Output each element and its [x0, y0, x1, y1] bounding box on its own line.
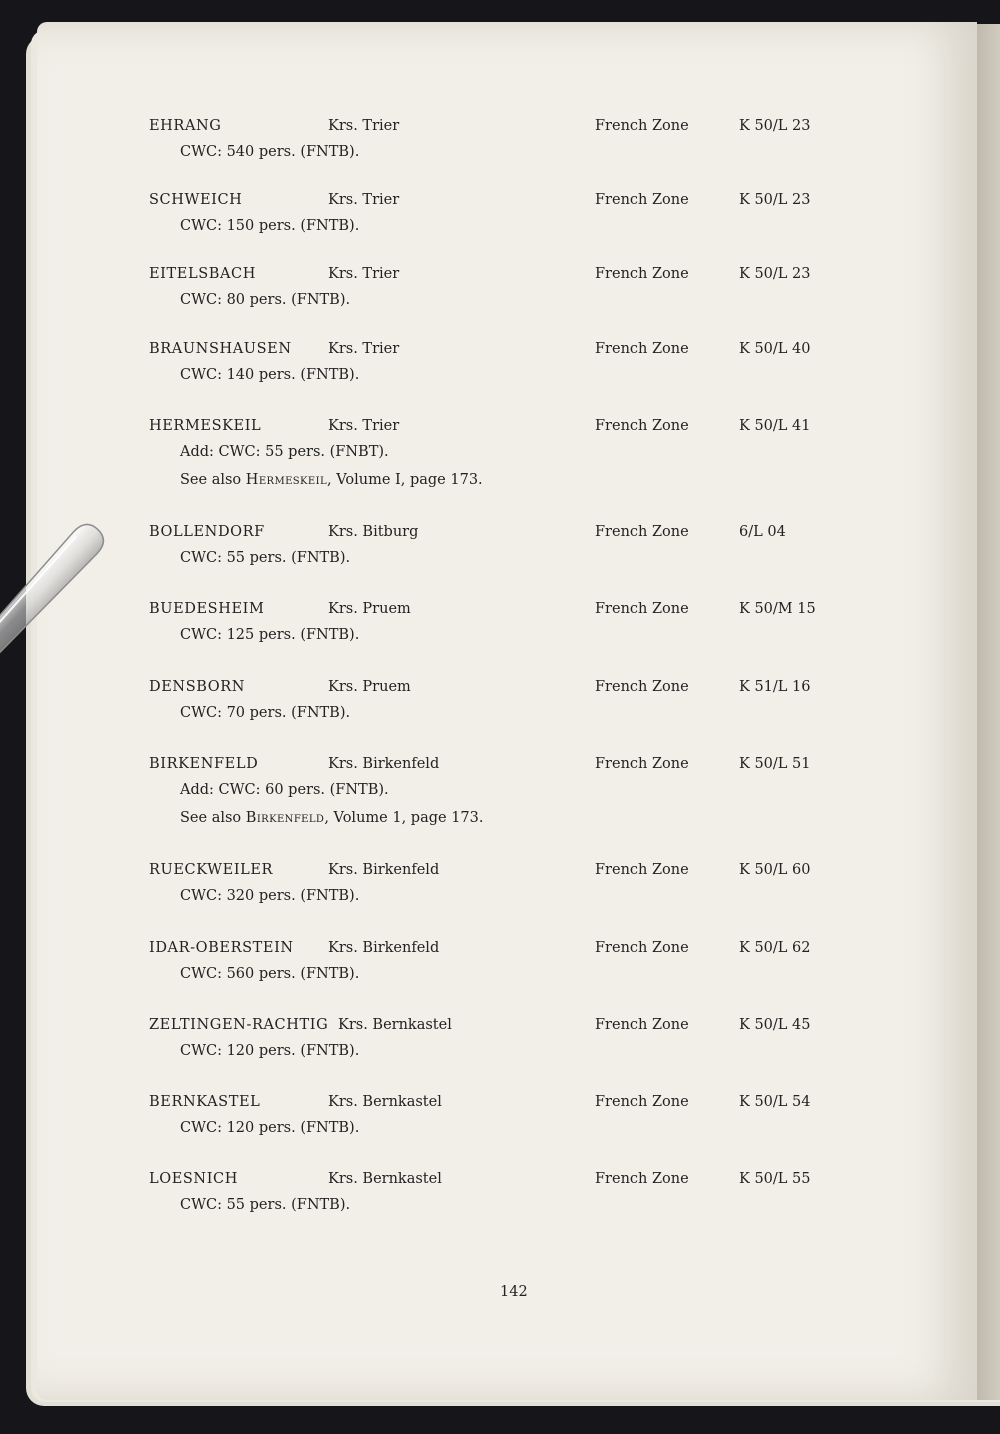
entry-detail: CWC: 560 pers. (FNTB).	[180, 966, 360, 982]
place-name: DENSBORN	[149, 679, 246, 695]
grid-reference: K 50/L 23	[739, 192, 811, 208]
grid-reference: K 50/L 40	[739, 341, 811, 357]
zone-name: French Zone	[595, 940, 689, 956]
district-name: Krs. Bernkastel	[328, 1171, 442, 1187]
grid-reference: 6/L 04	[739, 524, 786, 540]
entry-detail: CWC: 55 pers. (FNTB).	[180, 1197, 351, 1213]
zone-name: French Zone	[595, 1171, 689, 1187]
place-name: BERNKASTEL	[149, 1094, 261, 1110]
cross-reference-prefix: See also	[180, 810, 246, 826]
place-name: BRAUNSHAUSEN	[149, 341, 292, 357]
zone-name: French Zone	[595, 118, 689, 134]
place-name: BUEDESHEIM	[149, 601, 265, 617]
district-name: Krs. Pruem	[328, 679, 411, 695]
entry-detail: CWC: 80 pers. (FNTB).	[180, 292, 351, 308]
district-name: Krs. Bitburg	[328, 524, 419, 540]
place-name: HERMESKEIL	[149, 418, 262, 434]
district-name: Krs. Bernkastel	[338, 1017, 452, 1033]
district-name: Krs. Trier	[328, 266, 400, 282]
zone-name: French Zone	[595, 418, 689, 434]
grid-reference: K 50/M 15	[739, 601, 816, 617]
list-item	[0, 756, 1000, 856]
zone-name: French Zone	[595, 266, 689, 282]
cross-reference-suffix: , Volume 1, page 173.	[324, 810, 484, 826]
district-name: Krs. Birkenfeld	[328, 756, 440, 772]
zone-name: French Zone	[595, 1094, 689, 1110]
entry-detail: CWC: 150 pers. (FNTB).	[180, 218, 360, 234]
entry-detail: Add: CWC: 55 pers. (FNBT).	[180, 444, 389, 460]
place-name: EITELSBACH	[149, 266, 256, 282]
district-name: Krs. Trier	[328, 418, 400, 434]
cross-reference-place: Birkenfeld	[245, 810, 325, 826]
place-name: EHRANG	[149, 118, 222, 134]
district-name: Krs. Birkenfeld	[328, 940, 440, 956]
grid-reference: K 50/L 23	[739, 266, 811, 282]
place-name: BOLLENDORF	[149, 524, 265, 540]
list-item	[0, 418, 1000, 518]
place-name: SCHWEICH	[149, 192, 243, 208]
entry-detail: CWC: 320 pers. (FNTB).	[180, 888, 360, 904]
place-name: RUECKWEILER	[149, 862, 274, 878]
district-name: Krs. Birkenfeld	[328, 862, 440, 878]
district-name: Krs. Trier	[328, 192, 400, 208]
place-name: ZELTINGEN-RACHTIG	[149, 1017, 329, 1033]
entry-detail: CWC: 540 pers. (FNTB).	[180, 144, 360, 160]
grid-reference: K 50/L 60	[739, 862, 811, 878]
entry-detail: CWC: 70 pers. (FNTB).	[180, 705, 351, 721]
cross-reference	[180, 472, 483, 488]
entry-detail: CWC: 55 pers. (FNTB).	[180, 550, 351, 566]
entry-detail: Add: CWC: 60 pers. (FNTB).	[180, 782, 389, 798]
grid-reference: K 50/L 45	[739, 1017, 811, 1033]
grid-reference: K 51/L 16	[739, 679, 811, 695]
zone-name: French Zone	[595, 524, 689, 540]
district-name: Krs. Pruem	[328, 601, 411, 617]
grid-reference: K 50/L 41	[739, 418, 811, 434]
grid-reference: K 50/L 23	[739, 118, 811, 134]
district-name: Krs. Trier	[328, 118, 400, 134]
grid-reference: K 50/L 54	[739, 1094, 811, 1110]
cross-reference-place: Hermeskeil	[245, 472, 328, 488]
zone-name: French Zone	[595, 862, 689, 878]
grid-reference: K 50/L 62	[739, 940, 811, 956]
cross-reference-prefix: See also	[180, 472, 246, 488]
list-item	[0, 1171, 1000, 1271]
entry-detail: CWC: 125 pers. (FNTB).	[180, 627, 360, 643]
zone-name: French Zone	[595, 601, 689, 617]
entry-detail: CWC: 120 pers. (FNTB).	[180, 1120, 360, 1136]
zone-name: French Zone	[595, 341, 689, 357]
zone-name: French Zone	[595, 679, 689, 695]
grid-reference: K 50/L 51	[739, 756, 811, 772]
place-name: BIRKENFELD	[149, 756, 259, 772]
place-name: IDAR-OBERSTEIN	[149, 940, 294, 956]
page-number: 142	[500, 1284, 528, 1300]
district-name: Krs. Bernkastel	[328, 1094, 442, 1110]
zone-name: French Zone	[595, 1017, 689, 1033]
entry-detail: CWC: 120 pers. (FNTB).	[180, 1043, 360, 1059]
grid-reference: K 50/L 55	[739, 1171, 811, 1187]
zone-name: French Zone	[595, 756, 689, 772]
cross-reference-suffix: , Volume I, page 173.	[327, 472, 483, 488]
zone-name: French Zone	[595, 192, 689, 208]
entry-detail: CWC: 140 pers. (FNTB).	[180, 367, 360, 383]
place-name: LOESNICH	[149, 1171, 238, 1187]
district-name: Krs. Trier	[328, 341, 400, 357]
cross-reference	[180, 810, 483, 826]
